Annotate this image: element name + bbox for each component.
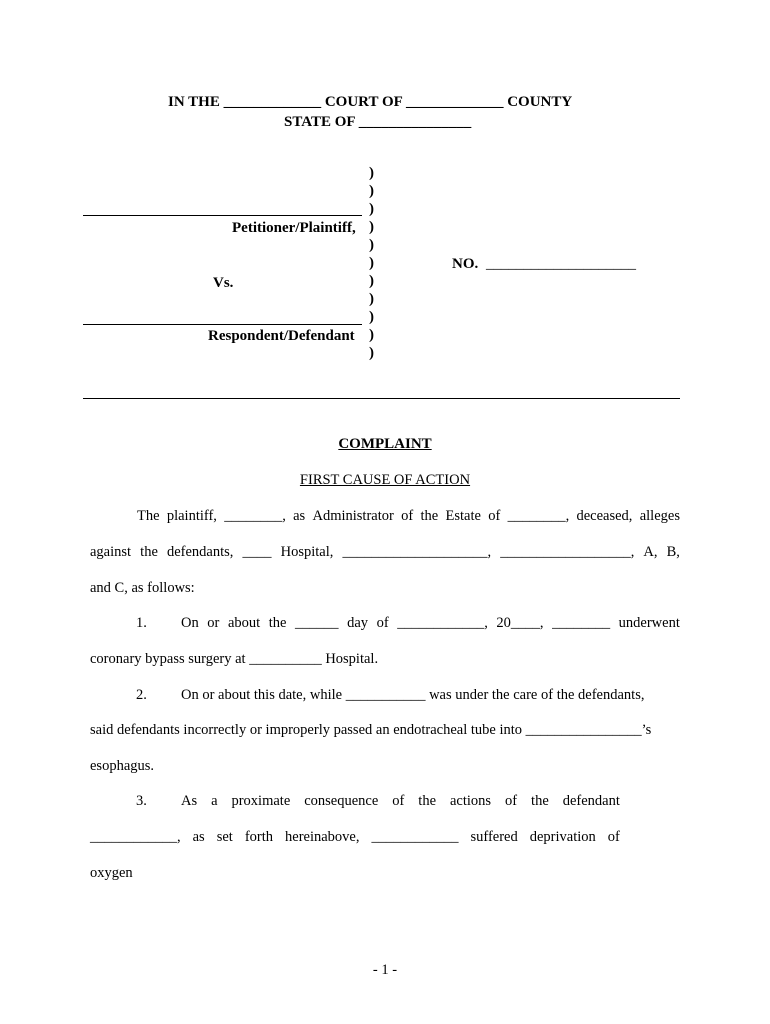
word: consequence <box>304 793 379 809</box>
para-3-line-3: oxygen <box>90 865 133 881</box>
para-3-number: 3. <box>136 793 147 809</box>
paren: ) <box>369 273 374 289</box>
case-number-blank: ____________________ <box>486 256 636 272</box>
word: ________, <box>224 508 286 524</box>
word: defendants, <box>166 544 234 560</box>
para-3-line-1 <box>181 793 620 810</box>
word: the <box>420 508 439 524</box>
word: forth <box>244 829 274 845</box>
word: defendant <box>562 793 620 809</box>
word: day <box>347 615 369 631</box>
petitioner-name-line <box>83 215 362 216</box>
respondent-label: Respondent/Defendant <box>208 328 355 344</box>
word: ____ <box>242 544 272 560</box>
word: the <box>140 544 158 560</box>
paren: ) <box>369 183 374 199</box>
word: ________, <box>507 508 570 524</box>
paren: ) <box>369 237 374 253</box>
paren: ) <box>369 165 374 181</box>
word: of <box>488 508 501 524</box>
word: ____________ <box>371 829 459 845</box>
word: about <box>227 615 261 631</box>
word: as <box>293 508 306 524</box>
word: ____________, <box>397 615 488 631</box>
word: or <box>207 615 220 631</box>
case-number-label: NO. <box>452 256 479 272</box>
word: the <box>531 793 549 809</box>
word: hereinabove, <box>285 829 360 845</box>
cause-of-action-heading: FIRST CAUSE OF ACTION <box>299 472 471 488</box>
paren: ) <box>369 219 374 235</box>
paren: ) <box>369 327 374 343</box>
word: Hospital, <box>280 544 334 560</box>
word: ____________, <box>90 829 181 845</box>
paren: ) <box>369 345 374 361</box>
state-heading: STATE OF _______________ <box>284 114 472 130</box>
para-2-line-2: said defendants incorrectly or improperly passed an endotracheal tube into ________________’s <box>90 722 652 738</box>
word: against <box>90 544 132 560</box>
paren: ) <box>369 255 374 271</box>
intro-line-1 <box>137 508 680 525</box>
intro-line-3: and C, as follows: <box>90 580 195 596</box>
word: As <box>181 793 198 809</box>
vs-label: Vs. <box>213 275 234 291</box>
word: a <box>211 793 218 809</box>
word: underwent <box>618 615 680 631</box>
paren: ) <box>369 291 374 307</box>
word: The <box>137 508 160 524</box>
para-1-line-2: coronary bypass surgery at __________ Hospital. <box>90 651 379 667</box>
respondent-name-line <box>83 324 362 325</box>
para-2-line-3: esophagus. <box>90 758 155 774</box>
word: of <box>505 793 518 809</box>
word: proximate <box>231 793 291 809</box>
word: __________________, <box>500 544 635 560</box>
word: B, <box>666 544 680 560</box>
word: deceased, <box>576 508 633 524</box>
word: A, <box>643 544 658 560</box>
petitioner-label: Petitioner/Plaintiff, <box>232 220 356 236</box>
para-3-line-2 <box>90 829 620 846</box>
word: of <box>401 508 414 524</box>
word: Administrator <box>312 508 394 524</box>
word: of <box>376 615 389 631</box>
word: Estate <box>445 508 481 524</box>
word: the <box>268 615 287 631</box>
para-1-number: 1. <box>136 615 147 631</box>
word: suffered <box>470 829 518 845</box>
word: plaintiff, <box>166 508 217 524</box>
word: ____________________, <box>342 544 492 560</box>
para-2-line-1: On or about this date, while ___________ was under the care of the defendants, <box>181 687 645 703</box>
word: ______ <box>295 615 339 631</box>
word: as <box>192 829 205 845</box>
intro-line-2 <box>90 544 680 561</box>
word: alleges <box>639 508 680 524</box>
page-number: - 1 - <box>372 962 398 978</box>
word: the <box>418 793 437 809</box>
word: of <box>607 829 620 845</box>
word: ________ <box>552 615 611 631</box>
caption-divider <box>83 398 680 399</box>
word: set <box>216 829 233 845</box>
court-heading: IN THE _____________ COURT OF _____________ COUNTY <box>168 94 573 110</box>
paren: ) <box>369 309 374 325</box>
word: actions <box>449 793 492 809</box>
complaint-title: COMPLAINT <box>338 436 432 452</box>
caption-paren-column <box>369 164 374 362</box>
paren: ) <box>369 201 374 217</box>
word: of <box>392 793 405 809</box>
word: deprivation <box>529 829 596 845</box>
word: 20____, <box>496 615 544 631</box>
para-2-number: 2. <box>136 687 147 703</box>
para-1-line-1 <box>181 615 680 632</box>
word: On <box>181 615 199 631</box>
